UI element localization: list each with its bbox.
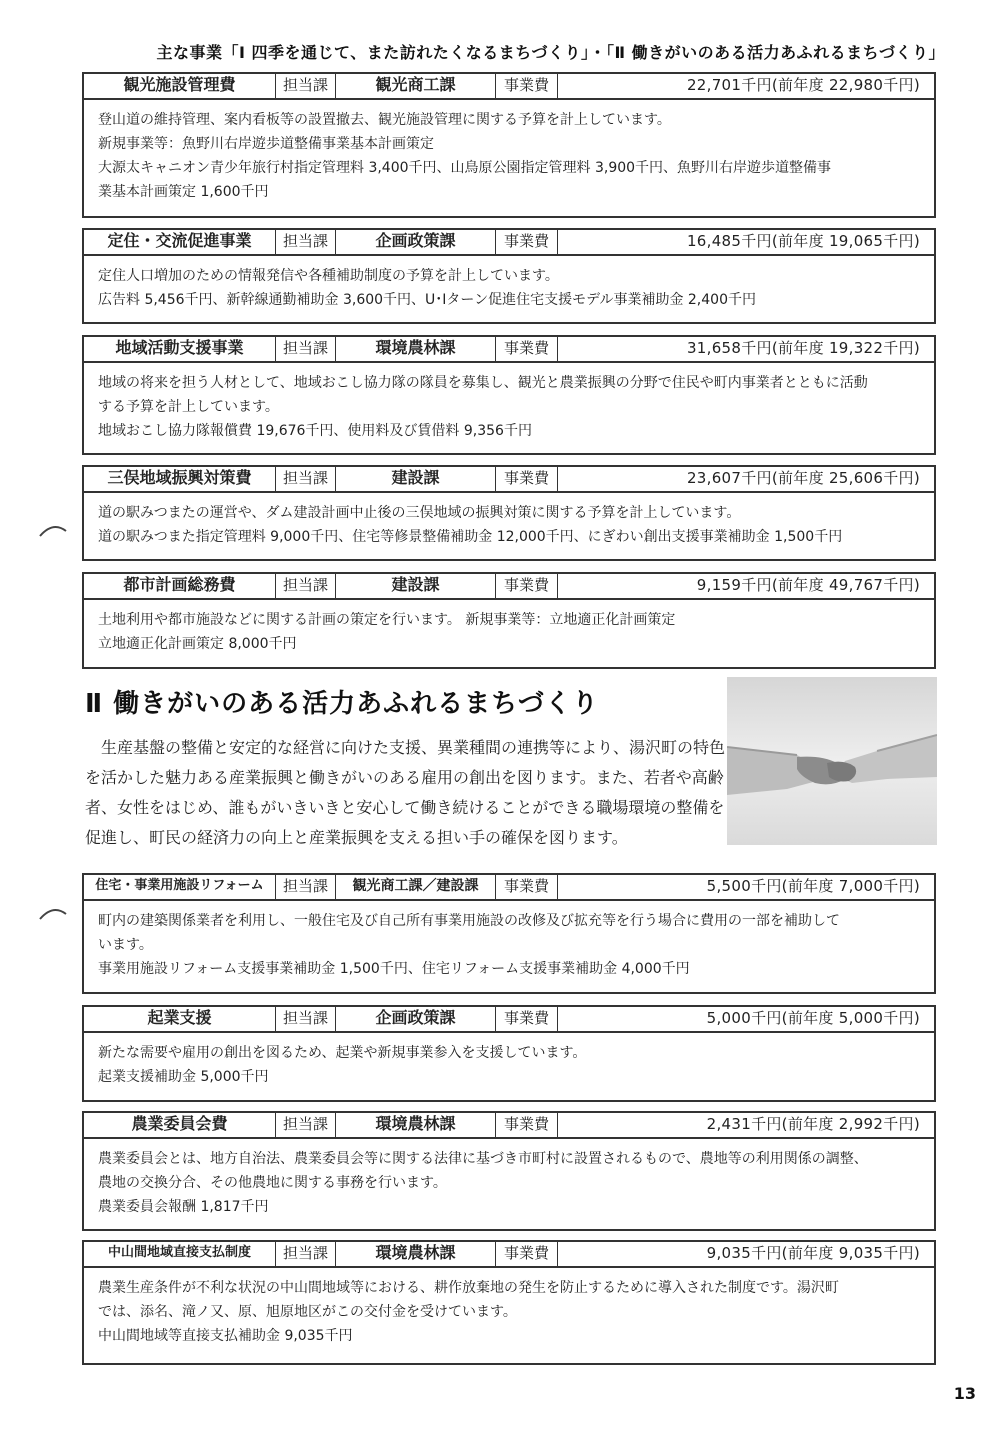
desc-line: 農地の交換分合、その他農地に関する事務を行います。 — [98, 1175, 447, 1191]
desc-line: では、添名、滝ノ又、原、旭原地区がこの交付金を受けています。 — [98, 1304, 517, 1320]
cost-value: 23,607千円(前年度 25,606千円) — [686, 469, 920, 487]
jigyohi-label: 事業費 — [496, 875, 558, 899]
item-description — [84, 1033, 934, 1097]
budget-item-hilly-area — [82, 1240, 936, 1365]
desc-line: 農業委員会報酬 1,817千円 — [98, 1199, 269, 1215]
budget-item-header — [84, 1113, 934, 1139]
cost-value: 9,035千円(前年度 9,035千円) — [706, 1244, 920, 1262]
budget-item-startup — [82, 1005, 936, 1102]
cost-value: 31,658千円(前年度 19,322千円) — [686, 339, 920, 357]
tanto-label: 担当課 — [276, 467, 336, 491]
jigyohi-label: 事業費 — [496, 74, 558, 98]
budget-item-header — [84, 1007, 934, 1033]
tanto-label: 担当課 — [276, 337, 336, 361]
desc-line: 業基本計画策定 1,600千円 — [98, 184, 269, 200]
desc-line: 新たな需要や雇用の創出を図るため、起業や新規事業参入を支援しています。 — [98, 1045, 587, 1061]
desc-line: 土地利用や都市施設などに関する計画の策定を行います。 新規事業等：立地適正化計画策定 — [98, 612, 676, 628]
jigyohi-label: 事業費 — [496, 1007, 558, 1031]
desc-line: 町内の建築関係業者を利用し、一般住宅及び自己所有事業用施設の改修及び拡充等を行う場合に費用の一部を補助して — [98, 913, 840, 929]
cost-value: 16,485千円(前年度 19,065千円) — [686, 232, 920, 250]
budget-item-city-planning — [82, 572, 936, 669]
desc-line: 新規事業等：魚野川右岸遊歩道整備事業基本計画策定 — [98, 136, 434, 152]
tanto-label: 担当課 — [276, 1113, 336, 1137]
tanto-label: 担当課 — [276, 74, 336, 98]
item-name: 三俣地域振興対策費 — [84, 467, 276, 491]
cost-value: 22,701千円(前年度 22,980千円) — [686, 76, 920, 94]
desc-line: 農業委員会とは、地方自治法、農業委員会等に関する法律に基づき市町村に設置されるもので、農地等の利用関係の調整、 — [98, 1151, 868, 1167]
item-name: 都市計画総務費 — [84, 574, 276, 598]
jigyohi-label: 事業費 — [496, 574, 558, 598]
desc-line: 地域おこし協力隊報償費 19,676千円、使用料及び賃借料 9,356千円 — [98, 423, 532, 439]
desc-line: 中山間地域等直接支払補助金 9,035千円 — [98, 1328, 353, 1344]
desc-line: 道の駅みつまた指定管理料 9,000千円、住宅等修景整備補助金 12,000千円、にぎわい創出支援事業補助金 1,500千円 — [98, 529, 843, 545]
tanto-label: 担当課 — [276, 875, 336, 899]
dept-name: 建設課 — [336, 574, 496, 598]
page-number: 13 — [953, 1384, 976, 1403]
item-name: 起業支援 — [84, 1007, 276, 1031]
page-header: 主な事業「Ⅰ 四季を通じて、また訪れたくなるまちづくり」・「Ⅱ 働きがいのある活力あふれるまちづくり」 — [156, 43, 945, 62]
budget-item-reform — [82, 873, 936, 994]
cost-value: 5,000千円(前年度 5,000千円) — [706, 1009, 920, 1027]
item-name: 中山間地域直接支払制度 — [84, 1242, 276, 1266]
budget-item-header — [84, 875, 934, 901]
punch-hole-mark — [38, 906, 68, 920]
desc-line: 大源太キャニオン青少年旅行村指定管理料 3,400千円、山鳥原公園指定管理料 3,900千円、魚野川右岸遊歩道整備事 — [98, 160, 832, 176]
item-name: 地域活動支援事業 — [84, 337, 276, 361]
punch-hole-mark — [38, 523, 68, 537]
budget-item-settlement — [82, 228, 936, 324]
section-lead-text: 生産基盤の整備と安定的な経営に向けた支援、異業種間の連携等により、湯沢町の特色を活かした魅力ある産業振興と働きがいのある雇用の創出を図ります。また、若者や高齢者、女性をはじめ、誰もがいきいきと安心して働き続けることができる職場環境の整備を促進し、町民の経済力の向上と産業振興を支える担い手の確保を図ります。 — [85, 738, 726, 847]
dept-name: 観光商工課 — [336, 74, 496, 98]
item-name: 定住・交流促進事業 — [84, 230, 276, 254]
item-name: 観光施設管理費 — [84, 74, 276, 98]
desc-line: 起業支援補助金 5,000千円 — [98, 1069, 269, 1085]
jigyohi-label: 事業費 — [496, 1113, 558, 1137]
item-description — [84, 100, 934, 212]
desc-line: する予算を計上しています。 — [98, 399, 279, 415]
item-description — [84, 256, 934, 320]
tanto-label: 担当課 — [276, 230, 336, 254]
cost-value: 5,500千円(前年度 7,000千円) — [706, 877, 920, 895]
budget-item-community-support — [82, 335, 936, 455]
budget-item-header — [84, 230, 934, 256]
budget-item-header — [84, 1242, 934, 1268]
handshake-photo — [727, 677, 937, 845]
cost-value: 9,159千円(前年度 49,767千円) — [696, 576, 920, 594]
jigyohi-label: 事業費 — [496, 467, 558, 491]
budget-item-agri-committee — [82, 1111, 936, 1231]
dept-name: 環境農林課 — [336, 337, 496, 361]
item-name: 住宅・事業用施設リフォーム — [84, 875, 276, 899]
desc-line: 事業用施設リフォーム支援事業補助金 1,500千円、住宅リフォーム支援事業補助金 4,000千円 — [98, 961, 690, 977]
desc-line: 立地適正化計画策定 8,000千円 — [98, 636, 297, 652]
item-description — [84, 1139, 934, 1227]
item-description — [84, 901, 934, 989]
tanto-label: 担当課 — [276, 1007, 336, 1031]
budget-item-header — [84, 337, 934, 363]
handshake-illustration — [727, 677, 937, 845]
cost-value: 2,431千円(前年度 2,992千円) — [706, 1115, 920, 1133]
item-description — [84, 493, 934, 557]
dept-name: 企画政策課 — [336, 1007, 496, 1031]
dept-name: 建設課 — [336, 467, 496, 491]
jigyohi-label: 事業費 — [496, 337, 558, 361]
desc-line: 農業生産条件が不利な状況の中山間地域等における、耕作放棄地の発生を防止するために導入された制度です。湯沢町 — [98, 1280, 839, 1296]
item-description — [84, 1268, 934, 1356]
desc-line: 登山道の維持管理、案内看板等の設置撤去、観光施設管理に関する予算を計上しています。 — [98, 112, 671, 128]
desc-line: 定住人口増加のための情報発信や各種補助制度の予算を計上しています。 — [98, 268, 559, 284]
dept-name: 環境農林課 — [336, 1113, 496, 1137]
dept-name: 企画政策課 — [336, 230, 496, 254]
jigyohi-label: 事業費 — [496, 230, 558, 254]
desc-line: 広告料 5,456千円、新幹線通勤補助金 3,600千円、U･Iターン促進住宅支援モデル事業補助金 2,400千円 — [98, 292, 756, 308]
section-title: Ⅱ 働きがいのある活力あふれるまちづくり — [85, 689, 599, 719]
item-name: 農業委員会費 — [84, 1113, 276, 1137]
budget-item-header — [84, 574, 934, 600]
desc-line: います。 — [98, 937, 153, 953]
budget-item-mitsumata — [82, 465, 936, 561]
jigyohi-label: 事業費 — [496, 1242, 558, 1266]
dept-name: 観光商工課／建設課 — [336, 875, 496, 899]
budget-item-tourism-facility — [82, 72, 936, 218]
dept-name: 環境農林課 — [336, 1242, 496, 1266]
item-description — [84, 600, 934, 664]
tanto-label: 担当課 — [276, 574, 336, 598]
desc-line: 地域の将来を担う人材として、地域おこし協力隊の隊員を募集し、観光と農業振興の分野で住民や町内事業者とともに活動 — [98, 375, 868, 391]
budget-item-header — [84, 467, 934, 493]
item-description — [84, 363, 934, 451]
budget-item-header — [84, 74, 934, 100]
tanto-label: 担当課 — [276, 1242, 336, 1266]
desc-line: 道の駅みつまたの運営や、ダム建設計画中止後の三俣地域の振興対策に関する予算を計上しています。 — [98, 505, 741, 521]
